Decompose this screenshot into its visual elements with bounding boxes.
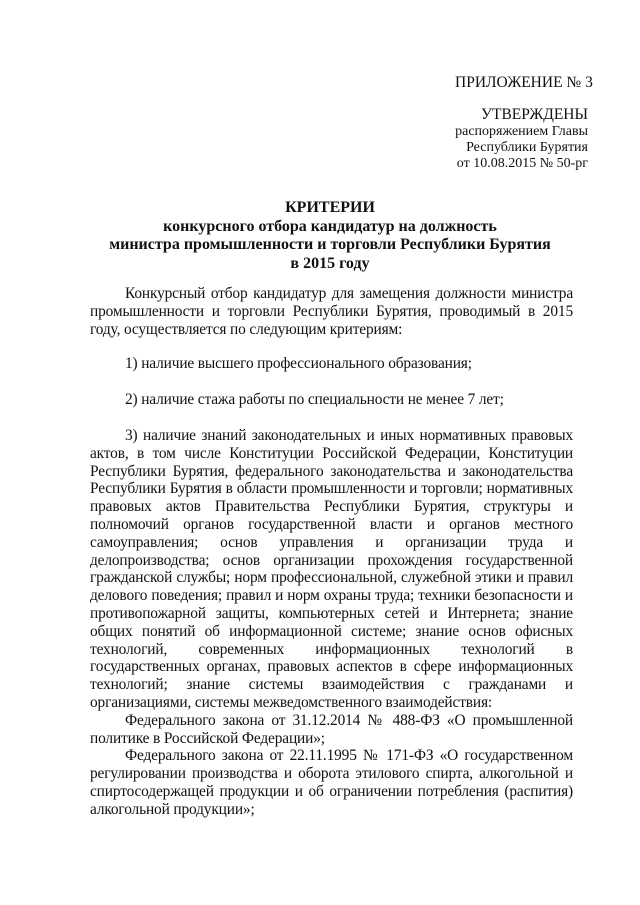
approval-line: Республики Бурятия [466, 140, 588, 155]
appendix-number: ПРИЛОЖЕНИЕ № 3 [455, 74, 593, 91]
intro-paragraph: Конкурсный отбор кандидатур для замещения должности министра промышленности и торговли Республики Бурятия, проводимый в 2015 году, осуществляется по следующим критериям: [90, 285, 573, 338]
approval-line: распоряжением Главы [455, 124, 588, 139]
law-paragraph: Федерального закона от 31.12.2014 № 488-ФЗ «О промышленной политике в Российской Федерации»; [90, 711, 573, 747]
criterion-paragraph: 2) наличие стажа работы по специальности не менее 7 лет; [125, 391, 504, 409]
approved-label: УТВЕРЖДЕНЫ [481, 106, 588, 123]
title-line: министра промышленности и торговли Республики Бурятия [109, 236, 551, 253]
criterion-paragraph: 1) наличие высшего профессионального образования; [125, 355, 472, 373]
approval-stamp [438, 106, 588, 172]
document-title [90, 199, 570, 273]
criterion-paragraph: 3) наличие знаний законодательных и иных нормативных правовых актов, в том числе Конституции Российской Федерации, Конституции Республики Бурятия, федерального законодательства и законодательства Республики Бурятия в области промышленности и торговли; нормативных правовых актов Правительства Республики Бурятия, структуры и полномочий органов государственной власти и органов местного самоуправления; основ управления и организации труда и делопроизводства; основ организации прохождения государственной гражданской службы; норм профессиональной, служебной этики и правил делового поведения; правил и норм охраны труда; техники безопасности и противопожарной защиты, компьютерных сетей и Интернета; знание общих понятий об информационной системе; знание основ офисных технологий, современных информационных технологий в государственных органах, правовых аспектов в сфере информационных технологий; знание системы взаимодействия с гражданами и организациями, системы межведомственного взаимодействия: [90, 426, 573, 711]
title-line: в 2015 году [290, 254, 370, 272]
law-paragraph: Федерального закона от 22.11.1995 № 171-ФЗ «О государственном регулировании производства и оборота этилового спирта, алкогольной и спиртосодержащей продукции и об ограничении потребления (распития) алкогольной продукции»; [90, 747, 573, 818]
approval-date-line: от 10.08.2015 № 50-рг [456, 156, 588, 171]
title-heading: КРИТЕРИИ [285, 199, 375, 216]
document-body [90, 285, 573, 819]
title-line: конкурсного отбора кандидатур на должность [163, 217, 497, 235]
